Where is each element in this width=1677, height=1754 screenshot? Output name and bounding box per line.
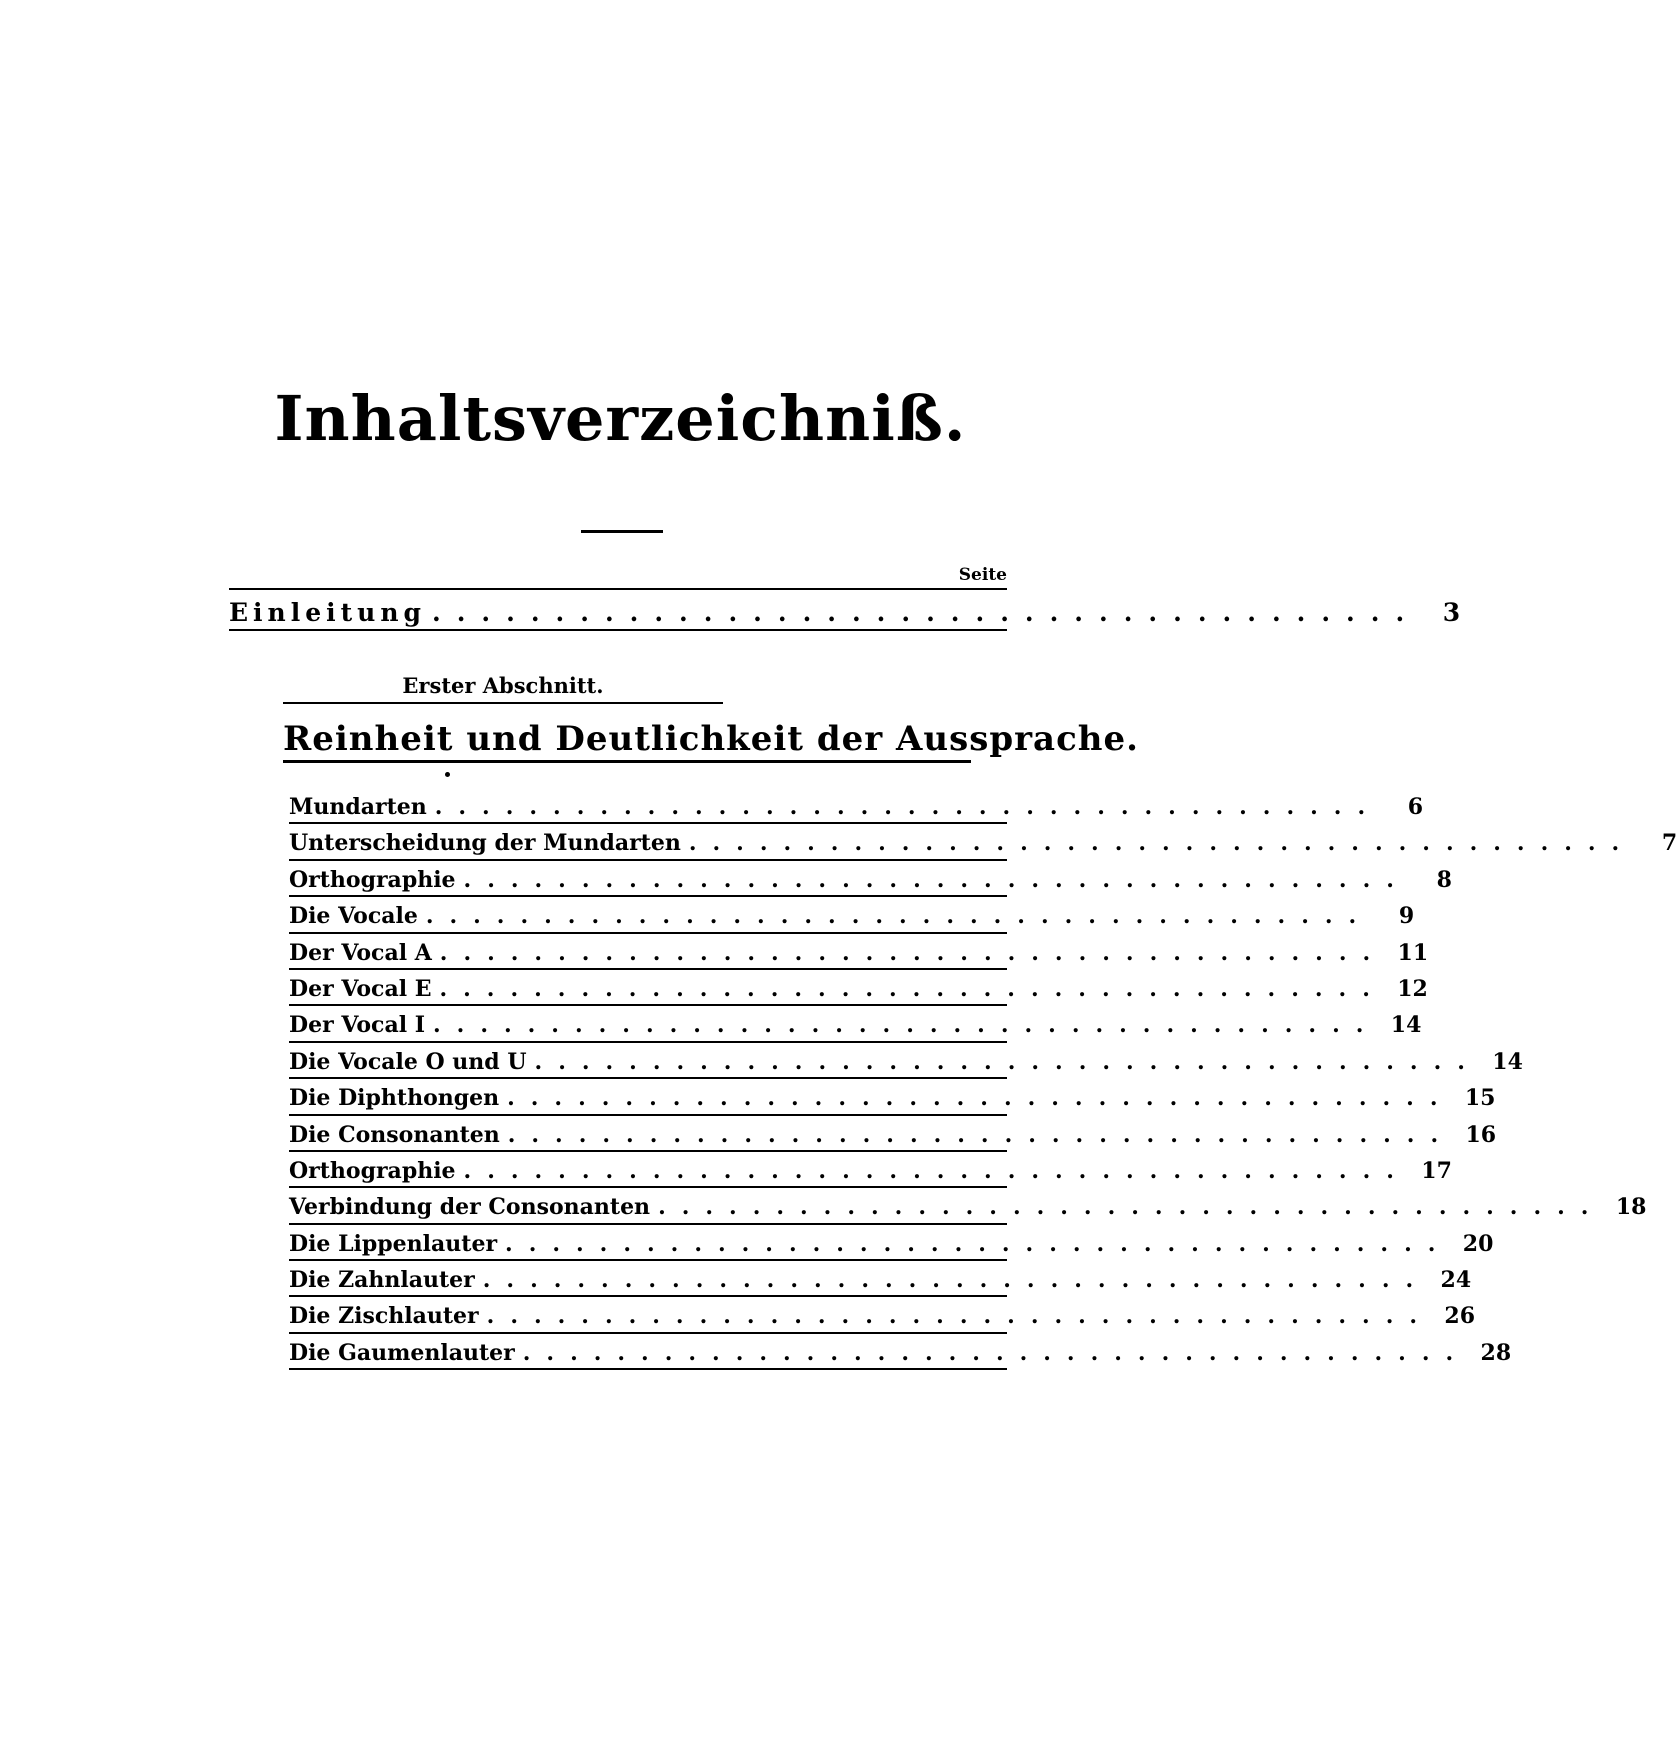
toc-entry-label: Die Vocale [289,903,418,930]
toc-entry-label: Die Diphthongen [289,1085,500,1112]
toc-entry-page: 26 [1444,1303,1476,1330]
dot-leader: ........................................ [688,830,1636,857]
toc-entry-page: 14 [1492,1048,1523,1075]
toc-entry[interactable] [289,861,1452,897]
toc-entry[interactable] [289,1152,1452,1188]
toc-entry-page: 7 [1661,830,1677,857]
toc-entry-label: Einleitung [229,598,427,627]
toc-entry-label: Der Vocal I [289,1012,426,1039]
toc-entry-label: Orthographie [289,1157,456,1184]
toc-entry-page: 11 [1397,939,1429,966]
dot-leader: ........................................ [433,1012,1380,1039]
dot-leader: ........................................ [507,1121,1455,1148]
toc-entry-page: 12 [1397,975,1428,1002]
section-heading: Erster Abschnitt. [402,673,604,698]
toc-entry[interactable] [289,970,1428,1006]
toc-entry[interactable] [289,1116,1497,1152]
toc-entry-label: Die Lippenlauter [289,1230,498,1257]
toc-entry[interactable] [289,788,1424,824]
toc-entry-page: 8 [1436,866,1452,893]
toc-entry-label: Unterscheidung der Mundarten [289,830,681,857]
toc-entry-label: Mundarten [289,794,427,820]
toc-entry-page: 3 [1442,598,1461,627]
toc-entry[interactable] [289,934,1429,970]
dot-leader: ........................................ [439,975,1386,1002]
toc-entry[interactable] [289,1043,1523,1079]
dot-leader: ........................................ [658,1194,1605,1221]
toc-entry-page: 15 [1464,1085,1496,1112]
title-divider [581,530,663,533]
dot-leader: ........................................ [434,794,1382,820]
toc-entry-label: Der Vocal A [289,939,432,966]
toc-entry-label: Orthographie [289,866,456,893]
toc-entry[interactable] [289,1079,1496,1115]
toc-entry-introduction[interactable] [229,598,1461,627]
toc-entry[interactable] [289,824,1677,860]
introduction-rule [229,629,1007,631]
header-rule [229,588,1007,590]
dot-leader: ........................................ [505,1230,1452,1257]
toc-entry-page: 24 [1440,1267,1472,1294]
toc-entry-page: 17 [1421,1157,1452,1184]
section-heading-rule [283,702,723,704]
toc-entry-page: 18 [1615,1194,1647,1221]
toc-entry[interactable] [289,1334,1512,1370]
toc-entry-label: Die Consonanten [289,1121,500,1148]
toc-entry[interactable] [289,1261,1472,1297]
dot-leader: ........................................ [432,598,1421,627]
toc-entry-page: 20 [1462,1230,1494,1257]
toc-entry[interactable] [289,1225,1494,1261]
toc-entry-page: 16 [1465,1121,1497,1148]
toc-entry-label: Die Gaumenlauter [289,1339,515,1366]
toc-entry-label: Die Zischlauter [289,1303,479,1330]
toc-entry[interactable] [289,1006,1422,1042]
toc-entry-label: Die Vocale O und U [289,1048,527,1075]
section-title: Reinheit und Deutlichkeit der Aussprache. [283,719,1139,759]
toc-entry-label: Verbindung der Consonanten [289,1194,651,1221]
dot-leader: ........................................ [439,939,1387,966]
dot-leader: ........................................ [534,1048,1481,1075]
toc-entry[interactable] [289,1188,1647,1224]
toc-entry[interactable] [289,1297,1476,1333]
dot-leader: ........................................ [463,866,1410,893]
dot-leader: ........................................ [507,1085,1454,1112]
dot-leader: ........................................ [486,1303,1434,1330]
dot-leader: ........................................ [463,1157,1410,1184]
page-title: Inhaltsverzeichniß. [274,382,967,455]
toc-entry[interactable] [289,897,1415,933]
dot-leader: ........................................ [482,1267,1430,1294]
toc-entry-page: 28 [1480,1339,1512,1366]
toc-entry-page: 9 [1398,903,1415,930]
section-title-rule [283,760,971,763]
toc-entry-page: 6 [1407,794,1424,820]
page-column-label: Seite [958,565,1007,585]
ornament-dot [445,772,450,777]
dot-leader: ........................................ [522,1339,1470,1366]
toc-entry-page: 14 [1390,1012,1422,1039]
toc-entry-label: Der Vocal E [289,975,432,1002]
toc-list [289,788,1677,1370]
dot-leader: ........................................ [425,903,1373,930]
toc-entry-label: Die Zahnlauter [289,1267,475,1294]
